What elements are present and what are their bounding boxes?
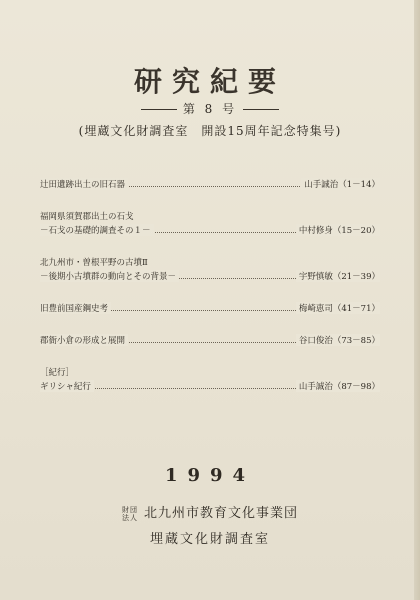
toc-author: 山手誠治（1－14） (301, 178, 380, 190)
toc-title: 辻田遺跡出土の旧石器 (40, 178, 128, 190)
left-rule (141, 109, 177, 110)
toc-author: 梅崎恵司（41－71） (296, 302, 380, 314)
journal-subtitle: (埋蔵文化財調査室 開設15周年記念特集号) (78, 124, 342, 138)
right-rule (243, 109, 279, 110)
toc-title: 福岡県須賀郡出土の石戈 (40, 212, 134, 222)
table-of-contents (40, 178, 380, 394)
toc-author: 中村修身（15－20） (296, 224, 380, 236)
toc-entry (40, 334, 380, 348)
toc-entry (40, 270, 380, 284)
office-name: 埋蔵文化財調査室 (149, 532, 270, 547)
toc-author: 山手誠治（87－98） (296, 380, 380, 392)
toc-subtitle: －後期小古墳群の動向とその背景－ (40, 270, 179, 282)
publisher-name: 北九州市教育文化事業団 (143, 506, 298, 521)
corp-type-label: 財団 法人 (121, 505, 138, 522)
journal-title: 研究紀要 (133, 65, 286, 98)
issue-number-line (0, 100, 420, 117)
toc-title: 旧豊前国産鋼史考 (40, 302, 111, 314)
toc-entry (40, 302, 380, 316)
issue-number: 第 8 号 (182, 102, 238, 116)
toc-entry (40, 380, 380, 394)
publication-year: 1994 (164, 465, 256, 486)
toc-author: 宇野慎敏（21－39） (296, 270, 380, 282)
toc-author: 谷口俊治（73－85） (296, 334, 380, 346)
toc-entry (40, 178, 380, 192)
publisher-line (0, 502, 420, 522)
toc-subtitle: －石戈の基礎的調査その１－ (40, 224, 154, 236)
toc-title: 郡衙小倉の形成と展開 (40, 334, 128, 346)
toc-entry (40, 224, 380, 238)
toc-title: ギリシャ紀行 (40, 380, 94, 392)
toc-section-heading: ［紀行］ (40, 368, 75, 378)
toc-title: 北九州市・曽根平野の古墳Ⅱ (40, 258, 148, 268)
